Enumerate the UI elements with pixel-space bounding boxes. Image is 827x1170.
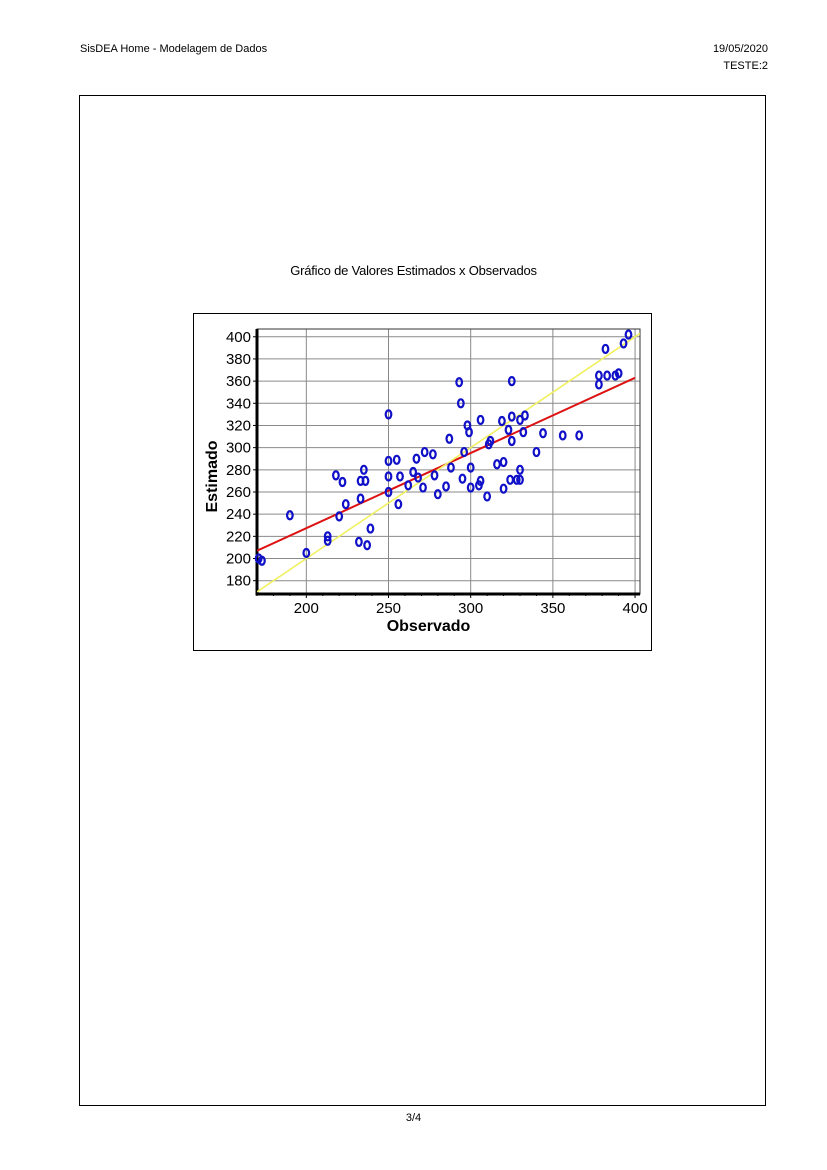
data-point [604,372,610,380]
data-point [430,450,436,458]
y-tick-label: 280 [225,461,251,479]
data-point [364,541,370,549]
data-point [435,490,441,498]
x-tick-label: 400 [622,600,648,617]
y-tick-label: 240 [225,506,251,524]
data-point [343,500,349,508]
data-point [501,458,507,466]
data-point [358,495,364,503]
chart-title: Gráfico de Valores Estimados x Observados [290,263,537,278]
data-point [494,460,500,468]
y-tick-label: 320 [225,417,251,435]
data-point [596,372,602,380]
y-tick-label: 260 [225,483,251,501]
data-point [499,417,505,425]
data-point [420,484,426,492]
x-tick-label: 200 [293,600,319,617]
header-app-title: SisDEA Home - Modelagem de Dados [80,43,268,55]
data-point [484,492,490,500]
header-date: 19/05/2020 [712,43,768,55]
y-tick-label: 380 [225,350,251,368]
data-point [560,431,566,439]
data-point [478,416,484,424]
data-point [506,426,512,434]
data-point [394,456,400,464]
y-tick-label: 400 [225,328,251,346]
data-point [460,475,466,483]
data-point [447,435,453,443]
data-point [443,482,449,490]
data-point [576,431,582,439]
identity-line [257,333,640,591]
data-point [456,378,462,386]
data-point [397,472,403,480]
scatter-chart [194,314,651,650]
y-tick-label: 220 [225,528,251,546]
y-tick-label: 180 [225,572,251,590]
y-tick-label: 340 [225,395,251,413]
data-point [340,478,346,486]
data-point [509,437,515,445]
data-point [603,345,609,353]
x-tick-label: 250 [375,600,402,617]
y-tick-label: 300 [225,439,251,457]
data-point [414,455,420,463]
y-tick-label: 360 [225,373,251,391]
data-point [540,429,546,437]
data-point [621,339,627,347]
data-point [448,464,454,472]
chart-container [193,313,652,651]
y-tick-label: 200 [225,550,251,568]
x-axis-title: Observado [386,618,471,635]
data-point [363,477,369,485]
x-tick-label: 300 [458,600,484,617]
data-point [507,476,513,484]
data-point [422,448,428,456]
data-point [333,471,339,479]
data-point [368,525,374,533]
header-test-label: TESTE:2 [723,60,768,72]
data-point [396,500,402,508]
plot-border [257,329,640,594]
y-axis-title: Estimado [204,440,221,513]
data-point [534,448,540,456]
data-point [626,331,632,339]
page-number: 3/4 [405,1112,422,1124]
x-tick-label: 350 [540,600,566,617]
data-point [522,411,528,419]
data-point [596,380,602,388]
data-point [287,511,293,519]
data-point [501,485,507,493]
data-point [356,538,362,546]
